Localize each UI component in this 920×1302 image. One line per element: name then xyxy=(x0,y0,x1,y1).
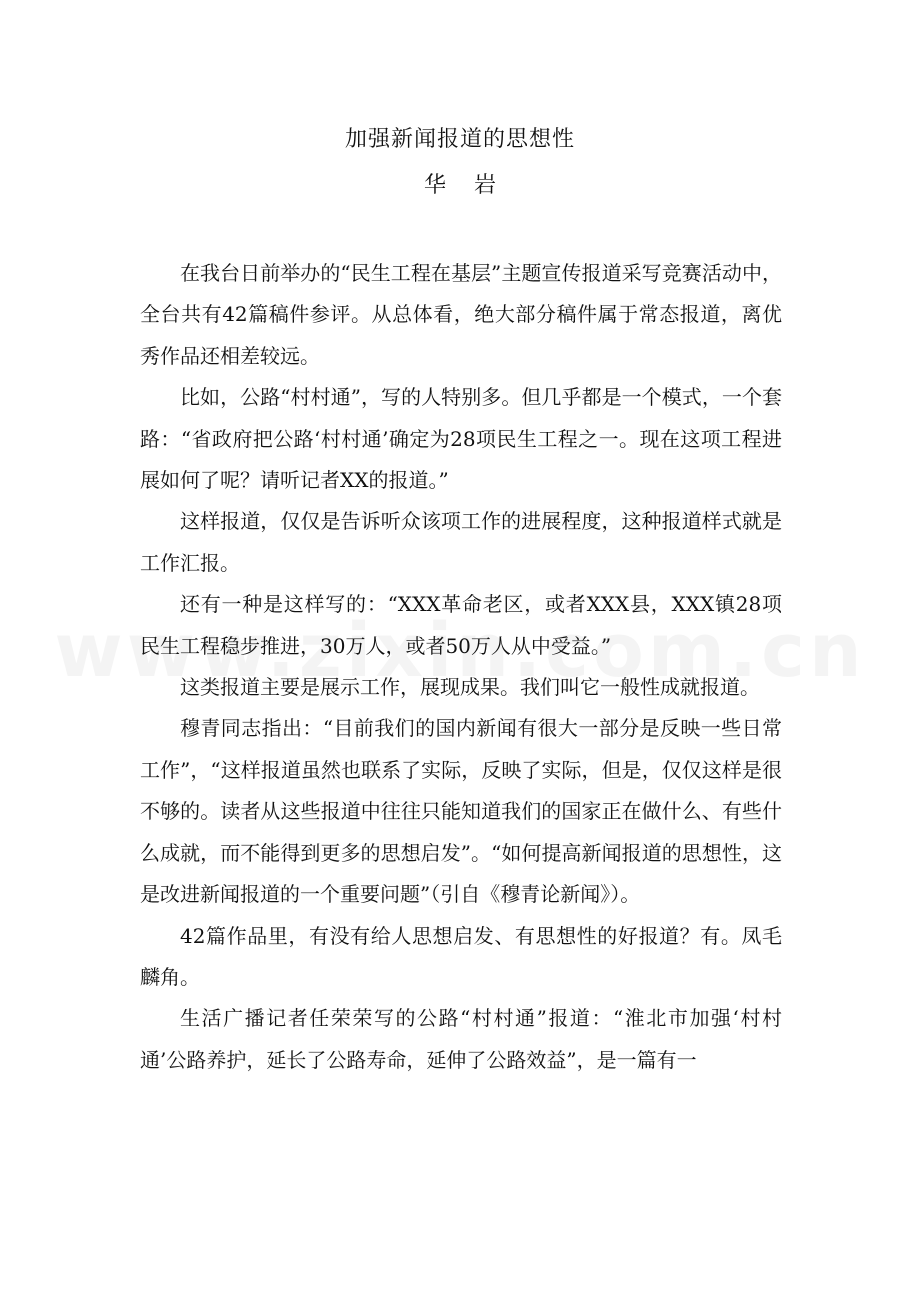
paragraph: 还有一种是这样写的：“XXX革命老区，或者XXX县，XXX镇28项民生工程稳步推进，30万人，或者50万人从中受益。” xyxy=(140,592,782,658)
article-body xyxy=(140,253,782,1081)
paragraph: 穆青同志指出：“目前我们的国内新闻有很大一部分是反映一些日常工作”，“这样报道虽然也联系了实际，反映了实际，但是，仅仅这样是很不够的。读者从这些报道中往往只能知道我们的国家正在做什么、有些什么成就，而不能得到更多的思想启发”。“如何提高新闻报道的思想性，这是改进新闻报道的一个重要问题”（引自《穆青论新闻》）。 xyxy=(140,716,782,907)
paragraph: 比如，公路“村村通”，写的人特别多。但几乎都是一个模式，一个套路：“省政府把公路‘村村通’确定为28项民生工程之一。现在这项工程进展如何了呢？请听记者XX的报道。” xyxy=(140,385,782,493)
paragraph: 42篇作品里，有没有给人思想启发、有思想性的好报道？有。凤毛麟角。 xyxy=(140,923,782,989)
paragraph: 生活广播记者任荣荣写的公路“村村通”报道：“淮北市加强‘村村通’公路养护，延长了公路寿命，延伸了公路效益”，是一篇有一 xyxy=(140,1006,782,1072)
paragraph: 在我台日前举办的“民生工程在基层”主题宣传报道采写竞赛活动中，全台共有42篇稿件参评。从总体看，绝大部分稿件属于常态报道，离优秀作品还相差较远。 xyxy=(140,261,782,368)
paragraph: 这样报道，仅仅是告诉听众该项工作的进展程度，这种报道样式就是工作汇报。 xyxy=(140,509,782,575)
author-name: 华岩 xyxy=(423,173,524,198)
document-title: 加强新闻报道的思想性 xyxy=(344,127,575,152)
paragraph: 这类报道主要是展示工作，展现成果。我们叫它一般性成就报道。 xyxy=(180,675,760,700)
